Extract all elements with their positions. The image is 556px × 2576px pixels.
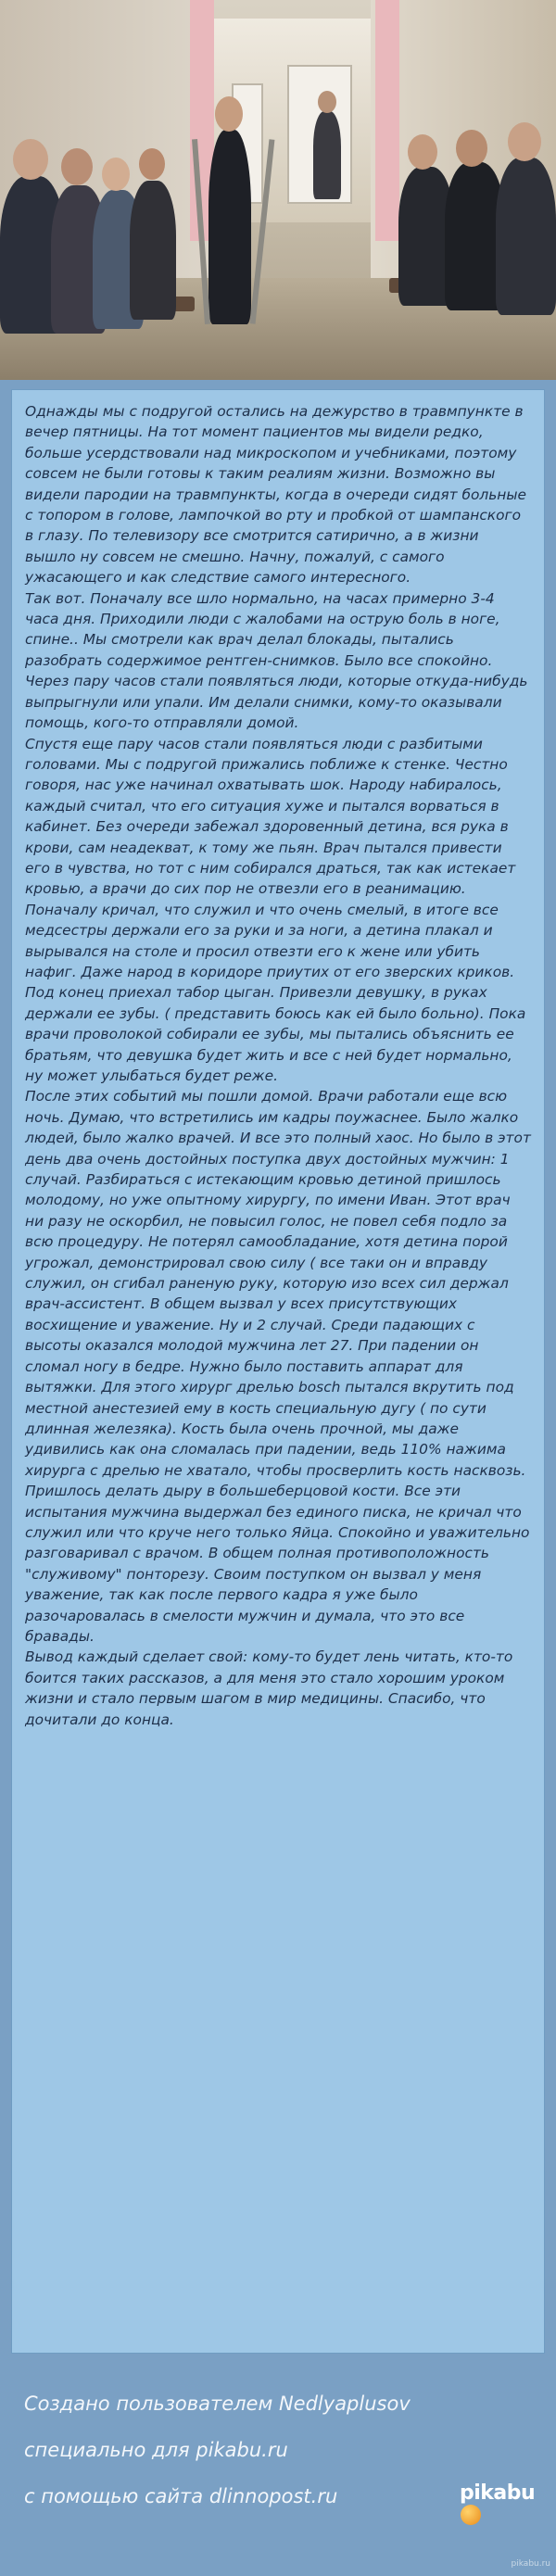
credit-site: специально для pikabu.ru (24, 2439, 288, 2461)
story-text-panel (11, 389, 545, 2354)
credit-author: Создано пользователем Nedlyaplusov (24, 2393, 411, 2415)
person-head (508, 122, 541, 161)
pikabu-logo-text: pikabu (460, 2481, 536, 2505)
person-in-corridor (313, 111, 341, 199)
person-head (102, 158, 130, 191)
story-paragraph: Однажды мы с подругой остались на дежурство в травмпункте в вечер пятницы. На тот момент пациентов мы видели редко, больше усердствовали над микроскопом и учебниками, поэтому совсем не были готовы к таким реалиям жизни. Возможно вы видели пародии на травмпункты, когда в очереди сидят больные с топором в голове, лампочкой во рту и пробкой от шампанского в глазу. По телевизору все смотрится сатирично, а в жизни вышло ну совсем не смешно. Начну, пожалуй, с самого ужасающего и как следствие самого интересного. (25, 403, 526, 587)
person-head (456, 130, 487, 167)
person (130, 181, 176, 320)
story-paragraph: Так вот. Поначалу все шло нормально, на часах примерно 3-4 часа дня. Приходили люди с жалобами на острую боль в ноге, спине.. Мы смотрели как врач делал блокады, пытались разобрать содержимое рентген-снимков. Было все спокойно. Через пару часов стали появляться люди, которые откуда-нибудь выпрыгнули или упали. Им делали снимки, кому-то оказывали помощь, кого-то отправляли домой. (25, 589, 528, 732)
hospital-waiting-room-photo (0, 0, 556, 380)
person (496, 158, 556, 315)
person-head (13, 139, 48, 180)
pikabu-logo[interactable] (460, 2481, 556, 2528)
story-paragraph: Под конец приехал табор цыган. Привезли девушку, в руках держали ее зубы. ( представить боюсь как ей было больно). Пока врачи проволокой собирали ее зубы, мы пытались объяснить ее братьям, что девушка будет жить и все с ней будет нормально, ну может улыбаться будет реже. (25, 984, 526, 1084)
person-head (139, 148, 165, 180)
story-paragraph: Спустя еще пару часов стали появляться люди с разбитыми головами. Мы с подругой прижались поближе к стенке. Честно говоря, нас уже начинал охватывать шок. Народу набиралось, каждый считал, что его ситуация хуже и пытался ворваться в кабинет. Без очереди забежал здоровенный детина, вся рука в крови, сам неадекват, к тому же пьян. Врач пытался привести его в чувства, но тот с ним собирался драться, так как истекает кровью, а врачи до сих пор не отвезли его в реанимацию. Поначалу кричал, что служил и что очень смелый, в итоге все медсестры держали его за руки и за ноги, а детина плакал и вырывался на столе и просил отвезти его к жене или убить нафиг. Даже народ в коридоре приутих от его зверских криков. (25, 735, 516, 980)
person-head (61, 148, 93, 185)
person-head (408, 134, 437, 170)
credit-tool-link[interactable]: с помощью сайта dlinnopost.ru (24, 2485, 338, 2507)
person-head (215, 96, 243, 132)
credits-footer (0, 2368, 556, 2576)
pillar-right (375, 0, 399, 241)
person-with-crutches (208, 130, 251, 324)
person-head (318, 91, 336, 113)
pikabu-logo-icon (461, 2505, 481, 2525)
story-paragraph: После этих событий мы пошли домой. Врачи работали еще всю ночь. Думаю, что встретились им кадры поужаснее. Было жалко людей, было жалко врачей. И все это полный хаос. Но было в этот день два очень достойных поступка двух достойных мужчин: 1 случай. Разбираться с истекающим кровью детиной пришлось молодому, но уже опытному хирургу, по имени Иван. Этот врач ни разу не оскорбил, не повысил голос, не повел себя подло за всю процедуру. Не потерял самообладание, хотя детина порой угрожал, демонстрировал свою силу ( все таки он и вправду служил, он сгибал раненую руку, которую изо всех сил держал врач-ассистент. В общем вызвал у всех присутствующих восхищение и уважение. Ну и 2 случай. Среди падающих с высоты оказался молодой мужчина лет 27. При падении он сломал ногу в бедре. Нужно было поставить аппарат для вытяжки. Для этого хирург дрелью bosch пытался вкрутить под местной анестезией ему в кость специальную дугу ( по сути длинная железяка). Кость была очень прочной, мы даже удивились как она сломалась при падении, ведь 110% нажима хирурга с дрелью не хватало, чтобы просверлить кость насквозь. Пришлось делать дыру в большеберцовой кости. Все эти испытания мужчина выдержал без единого писка, не кричал что служил или что круче него только Яйца. Спокойно и уважительно разговаривал с врачом. В общем полная противоположность "служивому" понторезу. Своим поступком он вызвал у меня уважение, так как после первого кадра я уже было разочаровалась в смелости мужчин и думала, что это все бравады. (25, 1088, 531, 1645)
watermark: pikabu.ru (511, 2559, 550, 2569)
story-paragraph: Вывод каждый сделает свой: кому-то будет лень читать, кто-то боится таких рассказов, а для меня это стало хорошим уроком жизни и стало первым шагом в мир медицины. Спасибо, что дочитали до конца. (25, 1648, 513, 1728)
